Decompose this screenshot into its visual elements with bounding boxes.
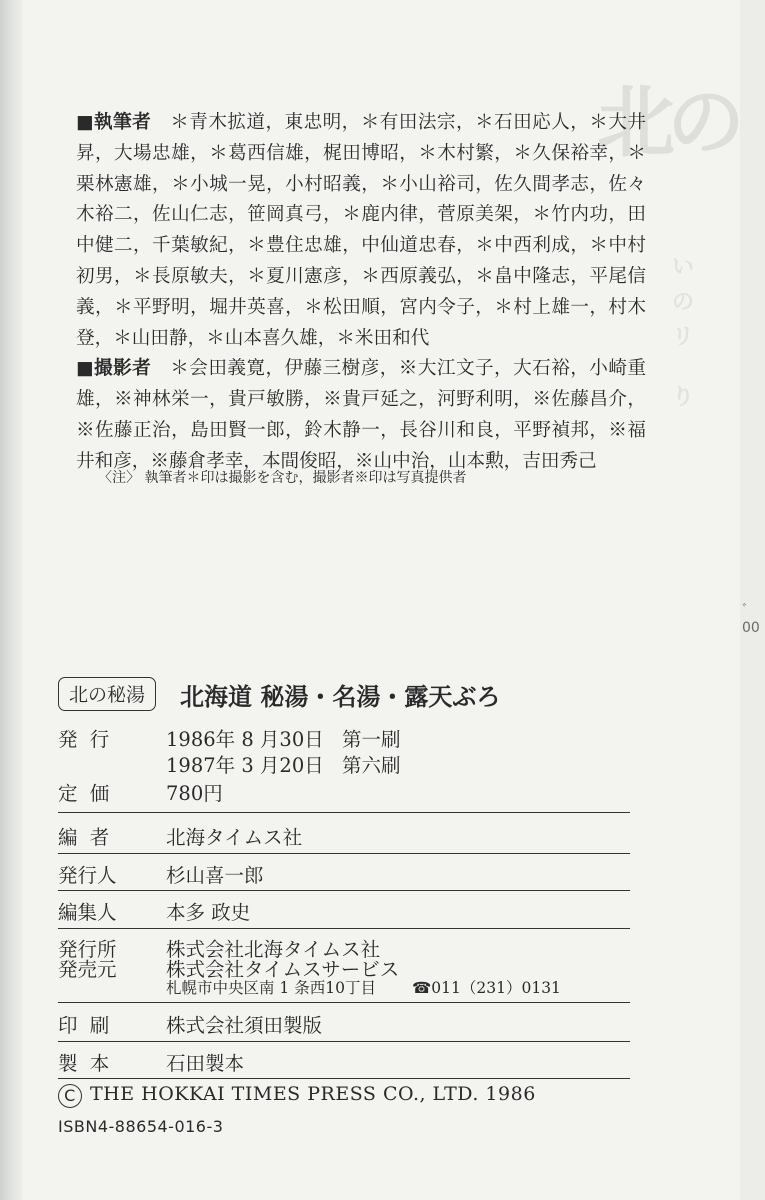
chief-editor-row bbox=[58, 897, 250, 925]
contributors-section bbox=[76, 108, 646, 478]
price-value: 780円 bbox=[166, 782, 223, 805]
fore-edge-mark: ﾞ00 bbox=[742, 603, 760, 636]
issue-print-1: 第一刷 bbox=[342, 728, 401, 751]
address-row bbox=[166, 976, 561, 998]
copyright-icon: C bbox=[58, 1084, 82, 1108]
printing-row bbox=[58, 1010, 322, 1038]
divider bbox=[58, 928, 630, 929]
issue-date-1: 1986年 8 月30日 bbox=[166, 728, 324, 751]
price-row bbox=[58, 778, 223, 806]
publisher-value: 杉山喜一郎 bbox=[166, 864, 264, 887]
bleed-through-text: の bbox=[672, 290, 695, 315]
book-title: 北海道 秘湯・名湯・露天ぶろ bbox=[180, 682, 501, 711]
title-row bbox=[58, 676, 500, 712]
publisher-label: 発行人 bbox=[58, 864, 117, 887]
distributor-label: 発売元 bbox=[58, 958, 117, 981]
publisher-address: 札幌市中央区南 1 条西10丁目 bbox=[166, 979, 376, 997]
photographers-list: ＊会田義寛，伊藤三樹彦，※大江文子，大石裕，小崎重雄，※神林栄一，貴戸敏勝，※貴戸延之，河野利明，※佐藤昌介，※佐藤正治，島田賢一郎，鈴木静一，長谷川和良，平野禎邦，※福井和彦，※藤倉孝幸，本間俊昭，※山中治，山本勲，吉田秀己 bbox=[76, 358, 646, 472]
issue-row-1 bbox=[58, 724, 401, 752]
writers-list: ＊青木拡道，東忠明，＊有田法宗，＊石田応人，＊大井昇，大場忠雄，＊葛西信雄，梶田博昭，＊木村繁，＊久保裕幸，＊栗林憲雄，＊小城一晃，小村昭義，＊小山裕司，佐久間孝志，佐々木裕二，佐山仁志，笹岡真弓，＊鹿内律，菅原美架，＊竹内功，田中健二，千葉敏紀，＊豊住忠雄，中仙道忠春，＊中西利成，＊中村初男，＊長原敏夫，＊夏川憲彦，＊西原義弘，＊畠中隆志，平尾信義，＊平野明，堀井英喜，＊松田順，宮内令子，＊村上雄一，村木登，＊山田静，＊山本喜久雄，＊米田和代 bbox=[76, 112, 646, 349]
divider bbox=[58, 1041, 630, 1042]
distributor-value: 株式会社タイムスサービス bbox=[166, 958, 400, 981]
issue-row-2 bbox=[58, 750, 401, 778]
divider bbox=[58, 890, 630, 891]
copyright-text: THE HOKKAI TIMES PRESS CO., LTD. 1986 bbox=[90, 1083, 536, 1105]
binding-value: 石田製本 bbox=[166, 1052, 245, 1075]
bleed-through-text: 北の bbox=[597, 78, 738, 168]
divider bbox=[58, 853, 630, 854]
publisher-phone: ☎011（231）0131 bbox=[412, 979, 561, 997]
issue-label: 発 行 bbox=[58, 728, 113, 751]
binding-row bbox=[58, 1048, 244, 1076]
publishing-office-label: 発行所 bbox=[58, 938, 117, 961]
photographers-label: ■撮影者 bbox=[76, 358, 152, 380]
bleed-through-text: り bbox=[672, 385, 695, 410]
isbn: ISBN4-88654-016-3 bbox=[58, 1117, 224, 1136]
issue-print-2: 第六刷 bbox=[342, 754, 401, 777]
printing-value: 株式会社須田製版 bbox=[166, 1014, 323, 1037]
divider bbox=[58, 812, 630, 813]
divider bbox=[58, 1002, 630, 1003]
chief-editor-label: 編集人 bbox=[58, 901, 117, 924]
writers-label: ■執筆者 bbox=[76, 112, 152, 133]
editor-value: 北海タイムス社 bbox=[166, 826, 303, 849]
price-label: 定 価 bbox=[58, 782, 113, 805]
photographers-paragraph bbox=[76, 354, 646, 477]
divider bbox=[58, 1078, 630, 1079]
printing-label: 印 刷 bbox=[58, 1014, 113, 1037]
publisher-row bbox=[58, 860, 264, 888]
binding-label: 製 本 bbox=[58, 1052, 113, 1075]
editor-row bbox=[58, 822, 302, 850]
editor-label: 編 者 bbox=[58, 826, 113, 849]
book-gutter bbox=[0, 0, 22, 1200]
bleed-through-text: い bbox=[672, 255, 695, 280]
publishing-office-value: 株式会社北海タイムス社 bbox=[166, 938, 381, 961]
contributors-note: 〈注〉 執筆者＊印は撮影を含む，撮影者※印は写真提供者 bbox=[98, 470, 467, 486]
series-badge: 北の秘湯 bbox=[58, 677, 156, 711]
issue-date-2: 1987年 3 月20日 bbox=[166, 754, 324, 777]
copyright-line bbox=[58, 1083, 536, 1108]
bleed-through-text: リ bbox=[672, 325, 695, 350]
writers-paragraph bbox=[76, 108, 646, 354]
chief-editor-value: 本多 政史 bbox=[166, 901, 251, 924]
